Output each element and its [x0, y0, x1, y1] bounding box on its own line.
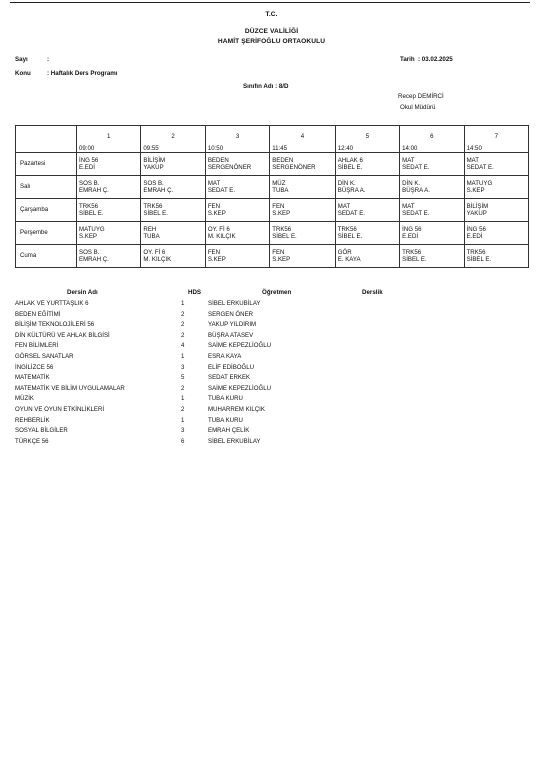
lesson-teacher: SEDAT E. [402, 210, 430, 217]
principal-title: Okul Müdürü [400, 104, 436, 111]
course-row [0, 321, 543, 331]
lesson-teacher: SİBEL E. [79, 210, 104, 217]
lesson-cell [270, 176, 336, 199]
lesson-cell [464, 222, 528, 245]
principal-name: Recep DEMİRCİ [398, 93, 444, 100]
teacher-header: Öğretmen [262, 289, 292, 296]
lesson-code: FEN [272, 202, 285, 210]
lesson-teacher: S.KEP [272, 256, 291, 263]
period-header-cell [270, 126, 336, 153]
lesson-code: BİLİŞİM [143, 156, 166, 164]
lesson-teacher: BÜŞRA A. [402, 187, 430, 194]
course-name: MATEMATİK VE BİLİM UYGULAMALAR [15, 384, 125, 392]
lesson-code: MAT [466, 156, 479, 164]
period-time: 09:55 [143, 144, 159, 152]
lesson-teacher: SEDAT E. [402, 164, 430, 171]
day-name: Çarşamba [16, 199, 77, 222]
course-teacher: SİBEL ERKUBİLAY [208, 300, 261, 307]
lesson-code: FEN [272, 248, 285, 256]
lesson-cell [141, 222, 205, 245]
course-hours: 2 [181, 310, 185, 318]
course-name: İNGİLİZCE 56 [15, 363, 54, 371]
course-teacher: EMRAH ÇELİK [208, 427, 250, 435]
lesson-cell [464, 245, 528, 268]
course-row [0, 417, 543, 427]
lesson-code: DİN K. [337, 179, 356, 187]
lesson-cell [77, 245, 141, 268]
class-label: Sınıfın Adı : 8/D [243, 83, 289, 90]
period-header-cell [464, 126, 528, 153]
course-list [0, 300, 543, 470]
lesson-teacher: YAKUP [143, 164, 164, 171]
course-teacher: SİBEL ERKUBİLAY [208, 437, 261, 445]
tarih-label: Tarih [400, 56, 415, 63]
lesson-code: MATUYG [466, 179, 493, 187]
konu-label: Konu [15, 70, 31, 77]
course-teacher: SERGEN ÖNER [208, 310, 254, 318]
lesson-cell [77, 176, 141, 199]
lesson-cell [400, 245, 464, 268]
period-header-cell [400, 126, 464, 153]
course-teacher: MUHARREM KILÇIK [208, 406, 265, 413]
lesson-teacher: BÜŞRA A. [337, 187, 366, 194]
lesson-teacher: S.KEP [466, 187, 485, 194]
lesson-teacher: SİBEL E. [337, 233, 363, 240]
lesson-teacher: M. KILÇIK [207, 233, 236, 240]
lesson-teacher: E. KAYA [337, 256, 361, 263]
course-teacher: SAİME KEPEZLİOĞLU [208, 342, 271, 350]
lesson-teacher: YAKUP [466, 210, 487, 217]
period-time: 12:40 [337, 144, 354, 152]
top-rule [10, 2, 530, 3]
lesson-code: FEN [207, 202, 221, 210]
period-header-cell [205, 126, 269, 153]
lesson-code: İNG 56 [79, 156, 99, 164]
period-header-cell [77, 126, 141, 153]
course-teacher: SEDAT ERKEK [208, 374, 251, 382]
course-hours: 2 [181, 406, 185, 413]
day-name: Cuma [16, 245, 77, 268]
lesson-cell [464, 176, 528, 199]
lesson-cell [141, 153, 205, 176]
lesson-code: İNG 56 [466, 225, 486, 233]
lesson-teacher: SİBEL E. [143, 210, 168, 217]
period-time: 14:50 [466, 144, 482, 152]
lesson-teacher: E.EDİ [402, 233, 419, 240]
konu-value: : Haftalık Ders Programı [47, 70, 118, 77]
lesson-code: DİN K. [402, 179, 421, 187]
course-hours: 3 [181, 363, 185, 371]
period-number: 5 [365, 133, 370, 141]
course-hours: 3 [181, 427, 185, 435]
course-hours: 4 [181, 342, 185, 350]
lesson-code: GÖR [337, 248, 352, 256]
schedule-header-row [16, 126, 529, 153]
lesson-teacher: SEDAT E. [207, 187, 236, 194]
course-teacher: YAKUP YILDIRIM [208, 321, 257, 329]
course-name: DİN KÜLTÜRÜ VE AHLAK BİLGİSİ [15, 331, 110, 339]
lesson-teacher: SİBEL E. [337, 164, 363, 171]
lesson-code: OY. Fİ 6 [207, 225, 230, 233]
course-hours: 1 [181, 353, 185, 360]
lesson-code: MAT [207, 179, 221, 187]
schedule-day-row [16, 222, 529, 245]
course-hours: 1 [181, 300, 185, 307]
lesson-cell [270, 222, 336, 245]
course-name: REHBERLİK [15, 416, 50, 424]
course-row [0, 342, 543, 352]
course-hours: 2 [181, 321, 185, 329]
period-time: 14:00 [402, 144, 418, 152]
lesson-cell [141, 176, 205, 199]
room-header: Derslik [362, 289, 383, 296]
lesson-code: İNG 56 [402, 225, 422, 233]
course-name: AHLAK VE YURTTAŞLIK 6 [15, 300, 89, 307]
lesson-code: TRK56 [143, 202, 163, 210]
course-name: OYUN VE OYUN ETKİNLİKLERİ [15, 406, 105, 413]
course-name: GÖRSEL SANATLAR [15, 353, 74, 360]
lesson-cell [335, 222, 399, 245]
lesson-code: AHLAK 6 [337, 156, 363, 164]
course-row [0, 332, 543, 342]
lesson-code: MATUYG [79, 225, 105, 233]
course-name: TÜRKÇE 56 [15, 437, 49, 445]
lesson-cell [335, 245, 399, 268]
lesson-teacher: SERGENÖNER [272, 164, 316, 171]
period-time: 11:45 [272, 144, 288, 152]
course-name: MATEMATİK [15, 374, 50, 382]
lesson-code: BEDEN [272, 156, 294, 164]
lesson-teacher: E.EDİ [466, 233, 483, 240]
lesson-cell [205, 245, 269, 268]
lesson-teacher: SİBEL E. [466, 256, 492, 263]
lesson-code: MÜZ [272, 179, 286, 187]
course-name: SOSYAL BİLGİLER [15, 427, 68, 435]
lesson-cell [464, 153, 528, 176]
course-hours: 2 [181, 331, 185, 339]
lesson-teacher: SEDAT E. [466, 164, 494, 171]
course-teacher: TUBA KURU [208, 395, 243, 403]
period-header-cell [335, 126, 399, 153]
lesson-cell [400, 222, 464, 245]
period-time: 10:50 [207, 144, 224, 152]
lesson-cell [205, 199, 269, 222]
course-row [0, 438, 543, 448]
course-hours: 2 [181, 384, 185, 392]
lesson-code: TRK56 [402, 248, 422, 256]
schedule-day-row [16, 245, 529, 268]
course-teacher: SAİME KEPEZLİOĞLU [208, 384, 271, 392]
lesson-cell [205, 176, 269, 199]
lesson-cell [335, 153, 399, 176]
hours-header: HDS [188, 289, 202, 296]
tarih-value: : 03.02.2025 [418, 56, 453, 63]
schedule-corner-cell [16, 126, 77, 153]
period-number: 1 [107, 133, 111, 141]
lesson-cell [205, 153, 269, 176]
lesson-cell [400, 176, 464, 199]
course-hours: 5 [181, 374, 185, 382]
sayi-label: Sayı [15, 56, 28, 63]
lesson-code: BİLİŞİM [466, 202, 489, 210]
course-hours: 1 [181, 416, 185, 424]
lesson-code: SOS B. [79, 248, 100, 256]
period-number: 3 [235, 133, 240, 141]
lesson-teacher: S.KEP [79, 233, 97, 240]
lesson-cell [205, 222, 269, 245]
lesson-code: TRK56 [466, 248, 486, 256]
course-row [0, 385, 543, 395]
lesson-cell [270, 245, 336, 268]
header-school: HAMİT ŞERİFOĞLU ORTAOKULU [217, 38, 326, 45]
lesson-teacher: S.KEP [207, 256, 226, 263]
lesson-code: MAT [402, 156, 415, 164]
schedule-day-row [16, 153, 529, 176]
course-teacher: BÜŞRA ATASEV [208, 331, 254, 339]
course-name: BİLİŞİM TEKNOLOJİLERİ 56 [15, 321, 95, 329]
lesson-code: TRK56 [272, 225, 292, 233]
lesson-cell [335, 199, 399, 222]
header-country: T.C. [265, 11, 278, 18]
lesson-teacher: TUBA [143, 233, 160, 240]
lesson-cell [400, 153, 464, 176]
lesson-teacher: EMRAH Ç. [79, 187, 109, 194]
lesson-teacher: S.KEP [207, 210, 226, 217]
lesson-cell [335, 176, 399, 199]
schedule-day-row [16, 176, 529, 199]
course-row [0, 427, 543, 437]
lesson-teacher: EMRAH Ç. [143, 187, 174, 194]
period-number: 4 [300, 133, 305, 141]
lesson-cell [77, 199, 141, 222]
period-number: 7 [494, 133, 498, 141]
weekly-schedule-table [15, 125, 529, 268]
lesson-teacher: SERGENÖNER [207, 164, 252, 171]
period-header-cell [141, 126, 205, 153]
lesson-teacher: E.EDİ [79, 164, 95, 171]
schedule-day-row [16, 199, 529, 222]
course-teacher: TUBA KURU [208, 416, 243, 424]
day-name: Pazartesi [16, 153, 77, 176]
course-name: BEDEN EĞİTİMİ [15, 310, 61, 318]
lesson-code: REH [143, 225, 157, 233]
course-row [0, 311, 543, 321]
period-number: 2 [171, 133, 175, 141]
lesson-cell [270, 153, 336, 176]
lesson-teacher: SEDAT E. [337, 210, 365, 217]
lesson-cell [270, 199, 336, 222]
header-governorate: DÜZCE VALİLİĞİ [244, 28, 299, 35]
course-row [0, 300, 543, 310]
lesson-code: OY. Fİ 6 [143, 248, 166, 256]
lesson-teacher: SİBEL E. [272, 233, 297, 240]
sayi-colon: : [47, 56, 50, 63]
day-name: Salı [16, 176, 77, 199]
day-name: Perşembe [16, 222, 77, 245]
lesson-teacher: TUBA [272, 187, 289, 194]
course-row [0, 353, 543, 363]
lesson-teacher: S.KEP [272, 210, 291, 217]
course-row [0, 406, 543, 416]
course-teacher: ELİF EDİBOĞLU [208, 363, 255, 371]
lesson-code: MAT [337, 202, 351, 210]
lesson-cell [464, 199, 528, 222]
course-row [0, 374, 543, 384]
lesson-teacher: EMRAH Ç. [79, 256, 109, 263]
course-hours: 1 [181, 395, 185, 403]
lesson-teacher: SİBEL E. [402, 256, 427, 263]
lesson-code: TRK56 [337, 225, 357, 233]
course-name: FEN BİLİMLERİ [15, 342, 59, 350]
course-name: MÜZİK [15, 395, 34, 403]
period-number: 6 [430, 133, 434, 141]
course-name-header: Dersin Adı [67, 289, 98, 296]
lesson-code: MAT [402, 202, 415, 210]
lesson-code: BEDEN [207, 156, 229, 164]
course-teacher: ESRA KAYA [208, 353, 242, 360]
lesson-code: TRK56 [79, 202, 98, 210]
lesson-code: SOS B. [143, 179, 164, 187]
lesson-cell [400, 199, 464, 222]
lesson-cell [77, 222, 141, 245]
course-row [0, 395, 543, 405]
lesson-cell [141, 245, 205, 268]
course-row [0, 364, 543, 374]
lesson-code: FEN [207, 248, 221, 256]
lesson-cell [77, 153, 141, 176]
lesson-code: SOS B. [79, 179, 100, 187]
course-hours: 6 [181, 437, 185, 445]
lesson-teacher: M. KILÇIK [143, 256, 172, 263]
period-time: 09:00 [79, 144, 95, 152]
lesson-cell [141, 199, 205, 222]
